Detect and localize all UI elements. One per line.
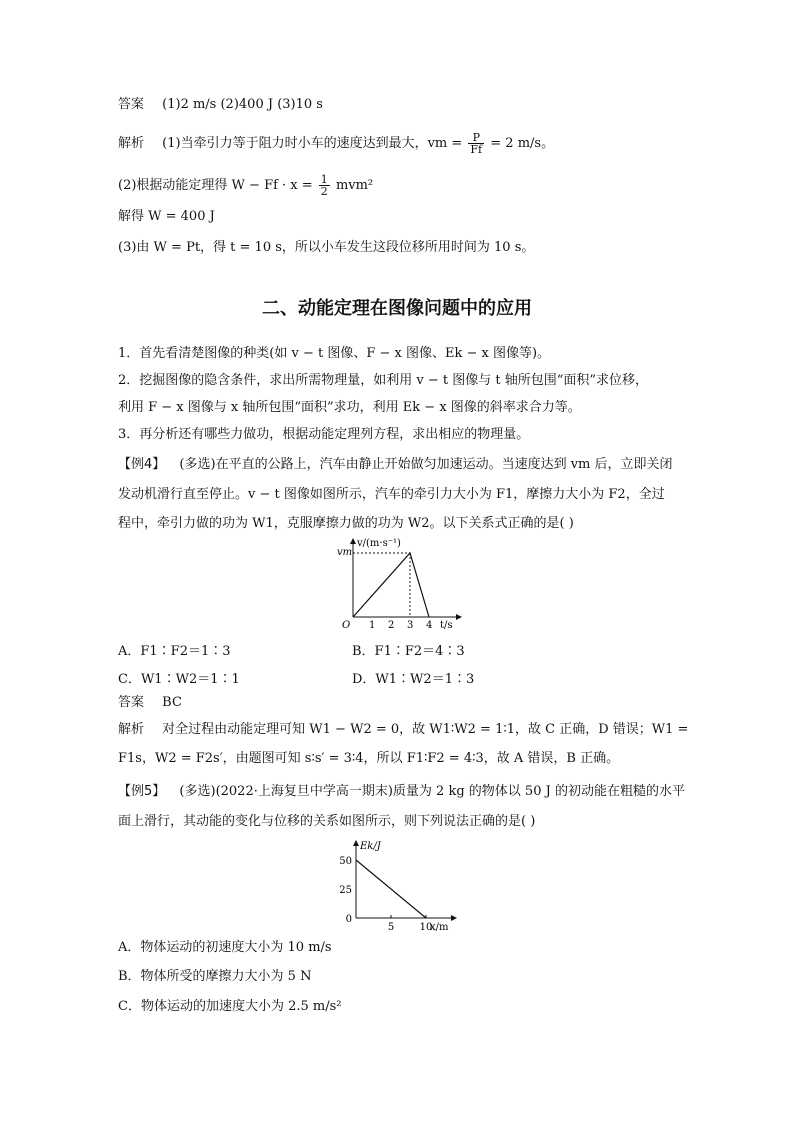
example4-label: 【例4】 bbox=[118, 457, 166, 472]
vt-chart bbox=[335, 535, 465, 635]
fraction-p-over-ff bbox=[468, 132, 484, 155]
vt-vm-label: vm bbox=[337, 547, 353, 558]
point-2: 2．挖掘图像的隐含条件，求出所需物理量，如利用 v − t 图像与 t 轴所包围“面积”求位移， bbox=[118, 373, 649, 388]
analysis-line-3: 解得 W = 400 J bbox=[118, 209, 215, 224]
vt-x-tick-label: 4 bbox=[426, 620, 433, 631]
answer-label: 答案 bbox=[118, 695, 145, 710]
vt-ylabel: v/(m·s⁻¹) bbox=[357, 538, 401, 549]
analysis-label: 解析 bbox=[118, 136, 145, 151]
ekx-x-tick-label: 10 bbox=[419, 922, 433, 933]
section-title: 二、动能定理在图像问题中的应用 bbox=[262, 298, 532, 319]
example4-option-c: C．W1∶W2＝1∶1 bbox=[118, 672, 240, 687]
example4-text-1: (多选)在平直的公路上，汽车由静止开始做匀加速运动。当速度达到 vm 后，立即关闭 bbox=[179, 457, 673, 472]
ekx-y-tick-label: 0 bbox=[345, 914, 352, 925]
vt-x-tick-label: 3 bbox=[407, 620, 414, 631]
ekx-chart bbox=[330, 838, 460, 936]
answer-line-1 bbox=[118, 96, 323, 114]
example5-option-a: A．物体运动的初速度大小为 10 m/s bbox=[118, 940, 332, 955]
analysis-text-2: (2)根据动能定理得 W − Ff · x = bbox=[118, 178, 313, 193]
example4-line-2: 发动机滑行直至停止。v − t 图像如图所示，汽车的牵引力大小为 F1，摩擦力大小为 F2，全过 bbox=[118, 487, 665, 502]
point-1: 1．首先看清楚图像的种类(如 v − t 图像、F − x 图像、Ek − x 图像等)。 bbox=[118, 346, 551, 361]
ekx-series-line bbox=[356, 860, 426, 918]
analysis-label: 解析 bbox=[118, 722, 145, 737]
ekx-ylabel: Ek/J bbox=[360, 841, 381, 852]
example4-analysis-text-1: 对全过程由动能定理可知 W1 − W2 = 0，故 W1∶W2 = 1∶1，故 C 正确，D 错误；W1 = bbox=[162, 722, 689, 737]
example4-line-1 bbox=[118, 456, 673, 474]
example5-text-1: (多选)(2022·上海复旦中学高一期末)质量为 2 kg 的物体以 50 J 的初动能在粗糙的水平 bbox=[179, 784, 685, 799]
example4-analysis-line-2: F1s，W2 = F2s′，由题图可知 s∶s′ = 3∶4，所以 F1∶F2 = 4∶3，故 A 错误，B 正确。 bbox=[118, 751, 620, 766]
example4-analysis-line-1 bbox=[118, 721, 688, 739]
example5-label: 【例5】 bbox=[118, 784, 166, 799]
ekx-y-tick-label: 25 bbox=[339, 885, 352, 896]
analysis-text-1: (1)当牵引力等于阻力时小车的速度达到最大，vm = bbox=[162, 136, 463, 151]
analysis-text-1-end: = 2 m/s。 bbox=[490, 136, 555, 151]
fraction-numerator: P bbox=[468, 132, 484, 144]
vt-x-tick-label: 1 bbox=[369, 620, 376, 631]
analysis-line-4: (3)由 W = Pt，得 t = 10 s，所以小车发生这段位移所用时间为 10 s。 bbox=[118, 240, 535, 255]
example4-line-3: 程中，牵引力做的功为 W1，克服摩擦力做的功为 W2。以下关系式正确的是( ) bbox=[118, 516, 574, 531]
point-2-cont: 利用 F − x 图像与 x 轴所包围“面积”求功，利用 Ek − x 图像的斜率求合力等。 bbox=[118, 400, 581, 415]
example5-option-c: C．物体运动的加速度大小为 2.5 m/s² bbox=[118, 999, 342, 1014]
fraction-numerator: 1 bbox=[320, 173, 328, 186]
example5-option-b: B．物体所受的摩擦力大小为 5 N bbox=[118, 969, 312, 984]
example5-line-2: 面上滑行，其动能的变化与位移的关系如图所示，则下列说法正确的是( ) bbox=[118, 814, 536, 829]
example4-answer bbox=[118, 694, 182, 712]
example5-line-1 bbox=[118, 783, 685, 801]
analysis-line-1 bbox=[118, 132, 554, 155]
vt-origin-label: O bbox=[342, 620, 351, 631]
fraction-denominator: 2 bbox=[320, 185, 328, 198]
ekx-y-tick-label: 50 bbox=[339, 856, 352, 867]
ekx-x-tick-label: 5 bbox=[387, 922, 395, 933]
analysis-text-2-end: mvm² bbox=[335, 178, 374, 193]
example4-answer-value: BC bbox=[162, 695, 182, 710]
analysis-line-2 bbox=[118, 174, 373, 197]
example4-option-d: D．W1∶W2＝1∶3 bbox=[352, 672, 475, 687]
fraction-denominator: Ff bbox=[470, 143, 483, 156]
ekx-xlabel: x/m bbox=[430, 922, 449, 933]
example4-option-b: B．F1∶F2＝4∶3 bbox=[352, 644, 465, 659]
vt-x-tick-label: 2 bbox=[388, 620, 395, 631]
vt-xlabel: t/s bbox=[440, 620, 453, 631]
answer-text: (1)2 m/s (2)400 J (3)10 s bbox=[162, 97, 323, 112]
example4-option-a: A．F1∶F2＝1∶3 bbox=[118, 644, 231, 659]
vt-series-line bbox=[353, 553, 429, 617]
answer-label: 答案 bbox=[118, 97, 145, 112]
point-3: 3．再分析还有哪些力做功，根据动能定理列方程，求出相应的物理量。 bbox=[118, 427, 530, 442]
fraction-one-half bbox=[319, 174, 330, 197]
